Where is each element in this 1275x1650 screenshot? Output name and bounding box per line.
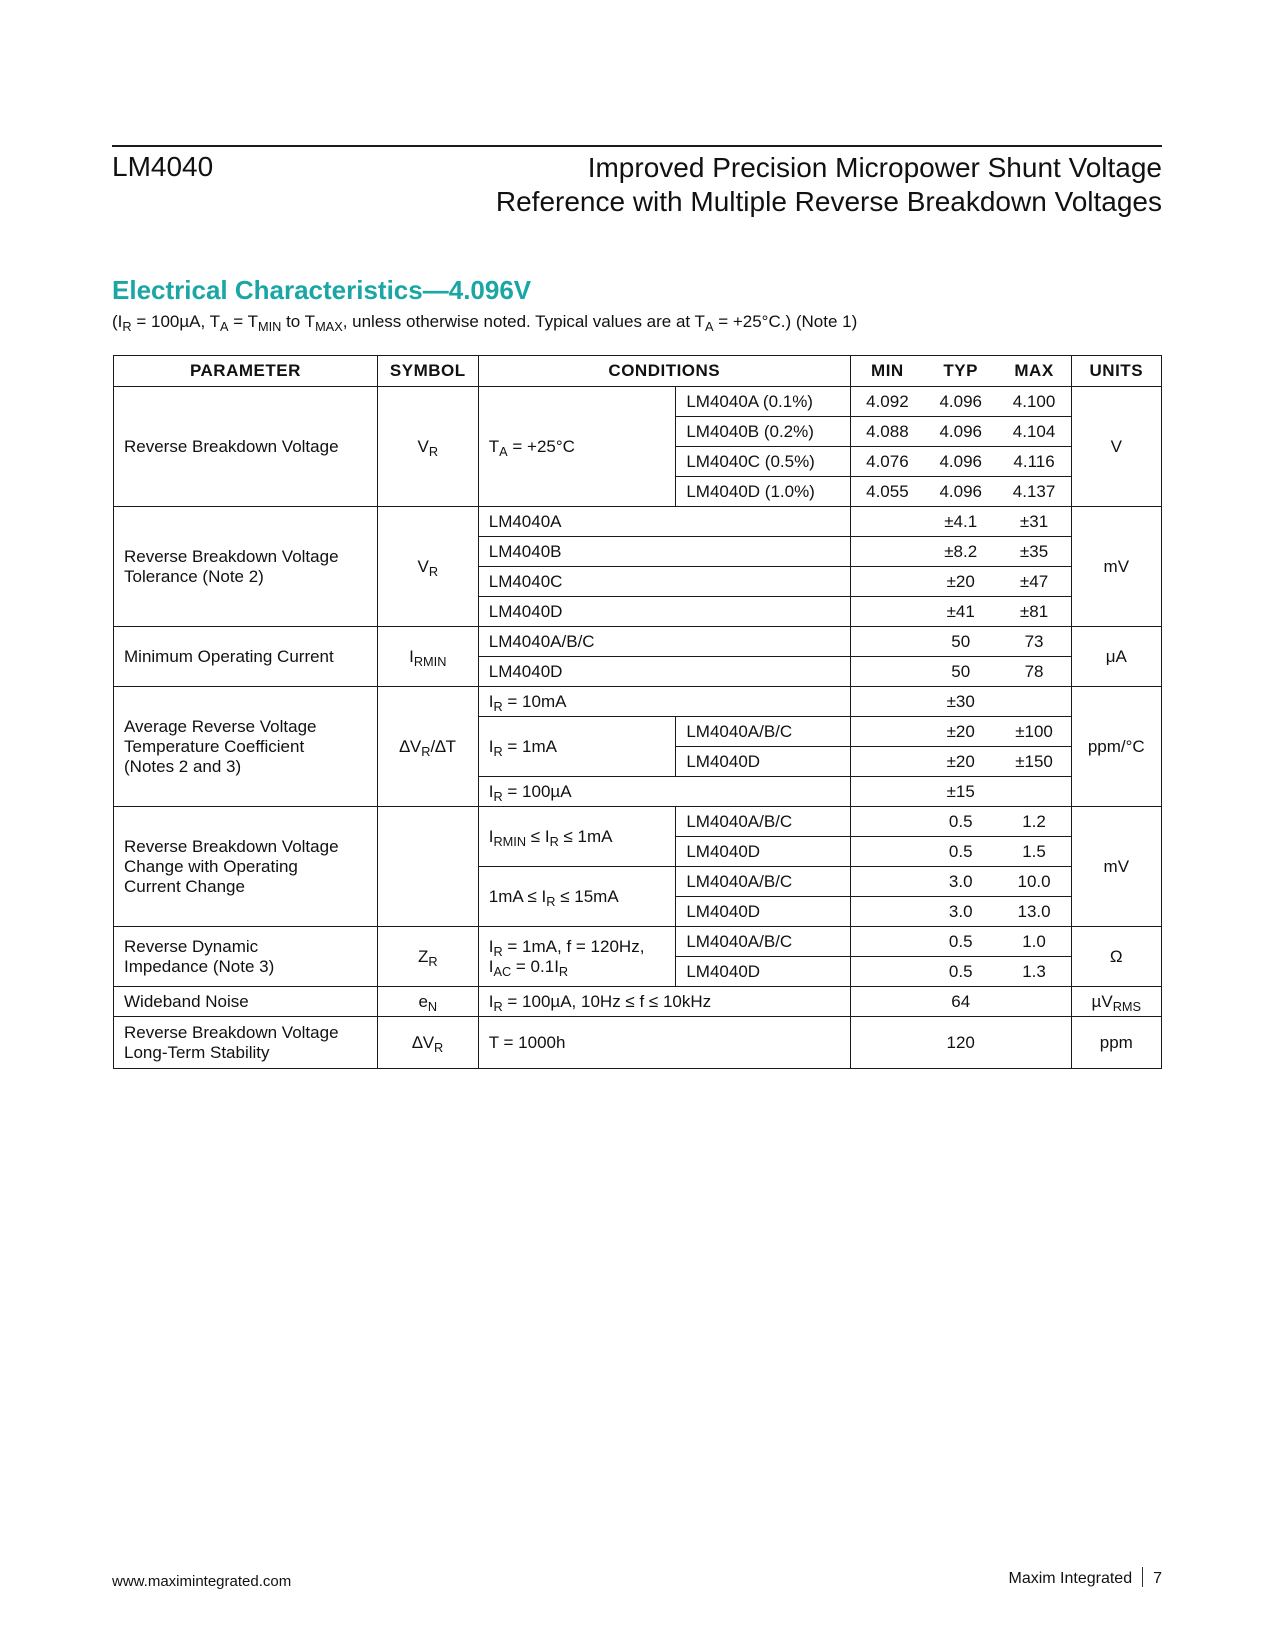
max-cell: ±35 (998, 537, 1072, 567)
grade-cell: LM4040A (0.1%) (676, 387, 851, 417)
max-cell: ±31 (998, 507, 1072, 537)
min-cell (850, 747, 924, 777)
typ-cell: 50 (924, 627, 998, 657)
max-cell: 4.104 (998, 417, 1072, 447)
typ-cell: ±30 (924, 687, 998, 717)
max-cell (998, 687, 1072, 717)
company-name: Maxim Integrated (1008, 1570, 1133, 1587)
min-cell (850, 597, 924, 627)
min-cell (850, 987, 924, 1017)
header-units: UNITS (1071, 356, 1161, 387)
condition-1ma-to-15ma: $1mA \le I_R \le 15mA$ (478, 867, 676, 927)
header-parameter: PARAMETER (114, 356, 378, 387)
grade-cell: LM4040D (1.0%) (676, 477, 851, 507)
table-row (114, 1017, 1162, 1069)
typ-cell: 50 (924, 657, 998, 687)
symbol-delta-vr: $\Delta V_R$ (377, 1017, 478, 1069)
param-reverse-breakdown-voltage: Reverse Breakdown Voltage (114, 387, 378, 507)
units-cell: mV (1071, 807, 1161, 927)
max-cell: ±100 (998, 717, 1072, 747)
min-cell (850, 627, 924, 657)
units-cell: μA (1071, 627, 1161, 687)
max-cell (998, 777, 1072, 807)
param-tolerance: Reverse Breakdown Voltage Tolerance (Note 2) (114, 507, 378, 627)
min-cell (850, 837, 924, 867)
units-cell: Ω (1071, 927, 1161, 987)
max-cell: 1.3 (998, 957, 1072, 987)
min-cell (850, 687, 924, 717)
grade-cell: LM4040A/B/C (676, 807, 851, 837)
param-voltage-change-with-current: Reverse Breakdown Voltage Change with Operating Current Change (114, 807, 378, 927)
part-number: LM4040 (112, 151, 214, 182)
typ-cell: 0.5 (924, 807, 998, 837)
symbol-vr: $V_R$ (377, 507, 478, 627)
max-cell (998, 1017, 1072, 1069)
grade-cell: LM4040D (676, 897, 851, 927)
table-row (114, 627, 1162, 657)
typ-cell: ±20 (924, 747, 998, 777)
min-cell: 4.092 (850, 387, 924, 417)
condition-cell: LM4040C (478, 567, 850, 597)
units-cell: µV$_{RMS}$ (1071, 987, 1161, 1017)
grade-cell: LM4040D (676, 957, 851, 987)
min-cell (850, 777, 924, 807)
typ-cell: ±20 (924, 567, 998, 597)
typ-cell: ±20 (924, 717, 998, 747)
units-cell: ppm (1071, 1017, 1161, 1069)
test-conditions-note: ($I_R = 100\mu A$, $T_A = T_{MIN}$ to $T_{MAX}$, unless otherwise noted. Typical values are at $T_A = +25^\circ C$.) (Note 1) (112, 312, 858, 334)
grade-cell: LM4040B (0.2%) (676, 417, 851, 447)
typ-cell: 0.5 (924, 957, 998, 987)
section-title: Electrical Characteristics—4.096V (112, 275, 532, 305)
table-header-row (114, 356, 1162, 387)
symbol-zr: $Z_R$ (377, 927, 478, 987)
condition-irmin-to-1ma: $I_{RMIN} \le I_R \le 1mA$ (478, 807, 676, 867)
condition-ir-1ma: $I_R = 1mA$ (478, 717, 676, 777)
symbol-en: $e_N$ (377, 987, 478, 1017)
condition-cell: LM4040D (478, 597, 850, 627)
table-row (114, 927, 1162, 957)
symbol-empty (377, 807, 478, 927)
min-cell (850, 507, 924, 537)
condition-noise: $I_R = 100\mu A$, 10Hz ≤ f ≤ 10kHz (478, 987, 850, 1017)
max-cell: 4.116 (998, 447, 1072, 477)
typ-cell: 4.096 (924, 477, 998, 507)
typ-cell: 64 (924, 987, 998, 1017)
min-cell (850, 957, 924, 987)
symbol-irmin: $I_{RMIN}$ (377, 627, 478, 687)
header-max: MAX (998, 356, 1072, 387)
condition-cell: LM4040B (478, 537, 850, 567)
max-cell: 10.0 (998, 867, 1072, 897)
min-cell (850, 807, 924, 837)
min-cell (850, 867, 924, 897)
condition-cell: T = 1000h (478, 1017, 850, 1069)
min-cell (850, 657, 924, 687)
condition-cell: LM4040A (478, 507, 850, 537)
min-cell: 4.076 (850, 447, 924, 477)
title-line-2: Reference with Multiple Reverse Breakdown Voltages (495, 186, 1162, 217)
table-row (114, 807, 1162, 837)
header-typ: TYP (924, 356, 998, 387)
typ-cell: ±4.1 (924, 507, 998, 537)
typ-cell: 3.0 (924, 867, 998, 897)
condition-ir-10ma: $I_R = 10mA$ (478, 687, 850, 717)
typ-cell: ±15 (924, 777, 998, 807)
param-dynamic-impedance: Reverse Dynamic Impedance (Note 3) (114, 927, 378, 987)
min-cell (850, 1017, 924, 1069)
units-cell: V (1071, 387, 1161, 507)
grade-cell: LM4040A/B/C (676, 927, 851, 957)
max-cell: ±150 (998, 747, 1072, 777)
min-cell: 4.055 (850, 477, 924, 507)
electrical-characteristics-table (113, 355, 1162, 1069)
typ-cell: 120 (924, 1017, 998, 1069)
param-temperature-coefficient: Average Reverse Voltage Temperature Coefficient (Notes 2 and 3) (114, 687, 378, 807)
max-cell: ±47 (998, 567, 1072, 597)
max-cell: 73 (998, 627, 1072, 657)
max-cell: 1.0 (998, 927, 1072, 957)
condition-ir-100ua: $I_R = 100\mu A$ (478, 777, 850, 807)
max-cell (998, 987, 1072, 1017)
min-cell (850, 537, 924, 567)
table-row (114, 987, 1162, 1017)
param-minimum-operating-current: Minimum Operating Current (114, 627, 378, 687)
typ-cell: ±41 (924, 597, 998, 627)
typ-cell: 4.096 (924, 417, 998, 447)
grade-cell: LM4040C (0.5%) (676, 447, 851, 477)
param-wideband-noise: Wideband Noise (114, 987, 378, 1017)
typ-cell: 3.0 (924, 897, 998, 927)
table-row (114, 687, 1162, 717)
max-cell: 78 (998, 657, 1072, 687)
typ-cell: 4.096 (924, 447, 998, 477)
grade-cell: LM4040D (676, 747, 851, 777)
footer-page-info (1008, 1567, 1162, 1588)
max-cell: 1.2 (998, 807, 1072, 837)
min-cell (850, 897, 924, 927)
page-number: 7 (1153, 1570, 1162, 1587)
max-cell: 13.0 (998, 897, 1072, 927)
website-link[interactable]: www.maximintegrated.com (112, 1573, 292, 1590)
max-cell: 1.5 (998, 837, 1072, 867)
units-cell: ppm/°C (1071, 687, 1161, 807)
min-cell (850, 717, 924, 747)
title-line-1: Improved Precision Micropower Shunt Voltage (587, 152, 1162, 183)
grade-cell: LM4040D (676, 837, 851, 867)
typ-cell: 4.096 (924, 387, 998, 417)
min-cell: 4.088 (850, 417, 924, 447)
condition-impedance: $I_R = 1mA$, f = 120Hz, $I_{AC} = 0.1I_R$ (478, 927, 676, 987)
header-min: MIN (850, 356, 924, 387)
symbol-vr: $V_R$ (377, 387, 478, 507)
max-cell: 4.137 (998, 477, 1072, 507)
document-title (496, 151, 1162, 219)
max-cell: 4.100 (998, 387, 1072, 417)
min-cell (850, 927, 924, 957)
header-conditions: CONDITIONS (478, 356, 850, 387)
typ-cell: 0.5 (924, 927, 998, 957)
header-symbol: SYMBOL (377, 356, 478, 387)
min-cell (850, 567, 924, 597)
condition-ta-25c: $T_A = +25^\circ C$ (478, 387, 676, 507)
units-cell: mV (1071, 507, 1161, 627)
typ-cell: ±8.2 (924, 537, 998, 567)
header-rule (112, 145, 1162, 147)
footer-divider (1142, 1567, 1143, 1587)
condition-cell: LM4040D (478, 657, 850, 687)
symbol-delta-vr-delta-t: $\Delta V_R/\Delta T$ (377, 687, 478, 807)
param-long-term-stability: Reverse Breakdown Voltage Long-Term Stability (114, 1017, 378, 1069)
grade-cell: LM4040A/B/C (676, 867, 851, 897)
typ-cell: 0.5 (924, 837, 998, 867)
condition-cell: LM4040A/B/C (478, 627, 850, 657)
grade-cell: LM4040A/B/C (676, 717, 851, 747)
table-row (114, 507, 1162, 537)
max-cell: ±81 (998, 597, 1072, 627)
table-row (114, 387, 1162, 417)
